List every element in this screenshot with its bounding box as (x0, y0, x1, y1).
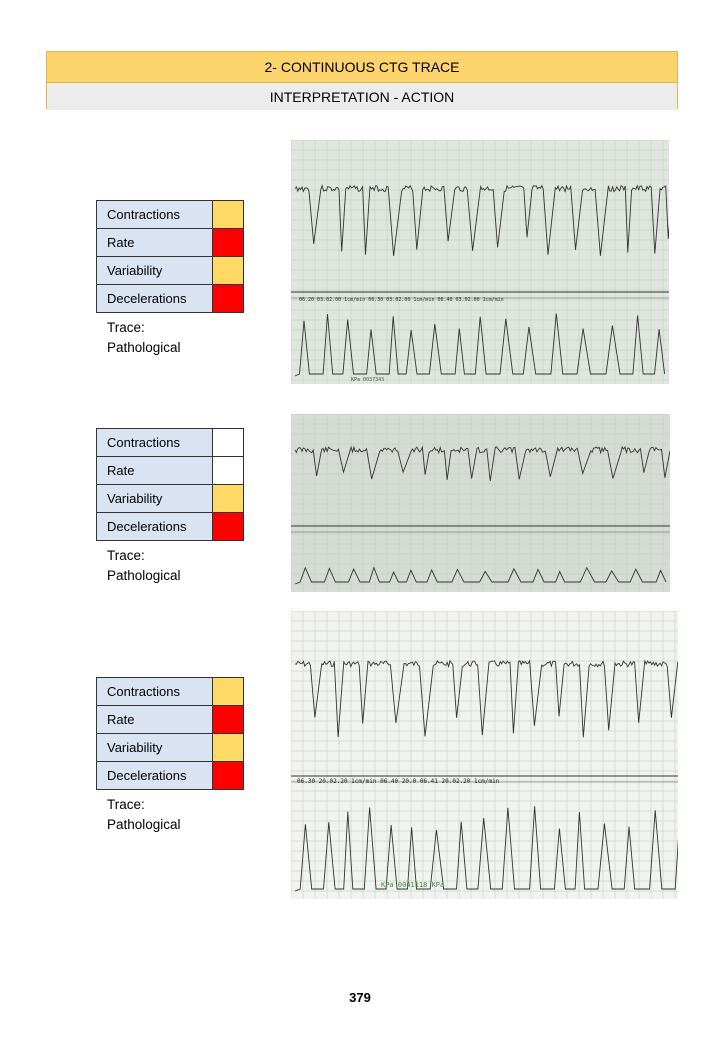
criteria-panel-3 (96, 677, 244, 835)
criteria-label: Decelerations (97, 762, 213, 790)
ctg-trace-photo-2 (291, 414, 670, 592)
criteria-table (96, 428, 244, 541)
criteria-panel-2 (96, 428, 244, 586)
criteria-label: Decelerations (97, 285, 213, 313)
criteria-row (97, 429, 244, 457)
page-number: 379 (349, 990, 371, 1005)
criteria-row (97, 201, 244, 229)
criteria-row (97, 485, 244, 513)
criteria-row (97, 285, 244, 313)
status-swatch (213, 285, 244, 313)
criteria-label: Variability (97, 485, 213, 513)
criteria-row (97, 734, 244, 762)
strip-header-text: 06.30 20.02.20 1cm/min 06.40 20.0 06.41 20.02.20 1cm/min (297, 778, 500, 785)
status-swatch (213, 457, 244, 485)
criteria-row (97, 678, 244, 706)
criteria-row (97, 706, 244, 734)
section-header (46, 51, 678, 109)
trace-result (107, 795, 244, 835)
section-subtitle: INTERPRETATION - ACTION (47, 83, 677, 110)
status-swatch (213, 229, 244, 257)
trace-value: Pathological (107, 568, 181, 583)
trace-label: Trace: (107, 797, 145, 812)
ctg-trace-photo-1 (291, 140, 669, 384)
criteria-row (97, 257, 244, 285)
ctg-trace-photo-3 (291, 611, 678, 899)
strip-footer-text: KPa 0041118 KPa (381, 881, 445, 889)
status-swatch (213, 429, 244, 457)
criteria-label: Contractions (97, 429, 213, 457)
status-swatch (213, 513, 244, 541)
criteria-label: Decelerations (97, 513, 213, 541)
criteria-label: Variability (97, 734, 213, 762)
criteria-label: Variability (97, 257, 213, 285)
criteria-label: Rate (97, 706, 213, 734)
status-swatch (213, 201, 244, 229)
criteria-table (96, 677, 244, 790)
trace-result (107, 318, 244, 358)
trace-value: Pathological (107, 340, 181, 355)
criteria-table (96, 200, 244, 313)
trace-result (107, 546, 244, 586)
trace-value: Pathological (107, 817, 181, 832)
criteria-row (97, 457, 244, 485)
section-title: 2- CONTINUOUS CTG TRACE (47, 52, 677, 83)
criteria-row (97, 762, 244, 790)
status-swatch (213, 678, 244, 706)
criteria-row (97, 513, 244, 541)
strip-header-text: 06.20 03.02.00 1cm/min 06.30 03.02.00 1cm/min 06.40 03.02.00 1cm/min (299, 297, 504, 303)
status-swatch (213, 257, 244, 285)
criteria-label: Contractions (97, 201, 213, 229)
status-swatch (213, 734, 244, 762)
criteria-label: Contractions (97, 678, 213, 706)
status-swatch (213, 762, 244, 790)
criteria-label: Rate (97, 229, 213, 257)
trace-label: Trace: (107, 548, 145, 563)
status-swatch (213, 485, 244, 513)
trace-label: Trace: (107, 320, 145, 335)
criteria-panel-1 (96, 200, 244, 358)
status-swatch (213, 706, 244, 734)
criteria-label: Rate (97, 457, 213, 485)
criteria-row (97, 229, 244, 257)
strip-footer-text: KPa 0037343 (351, 377, 385, 383)
